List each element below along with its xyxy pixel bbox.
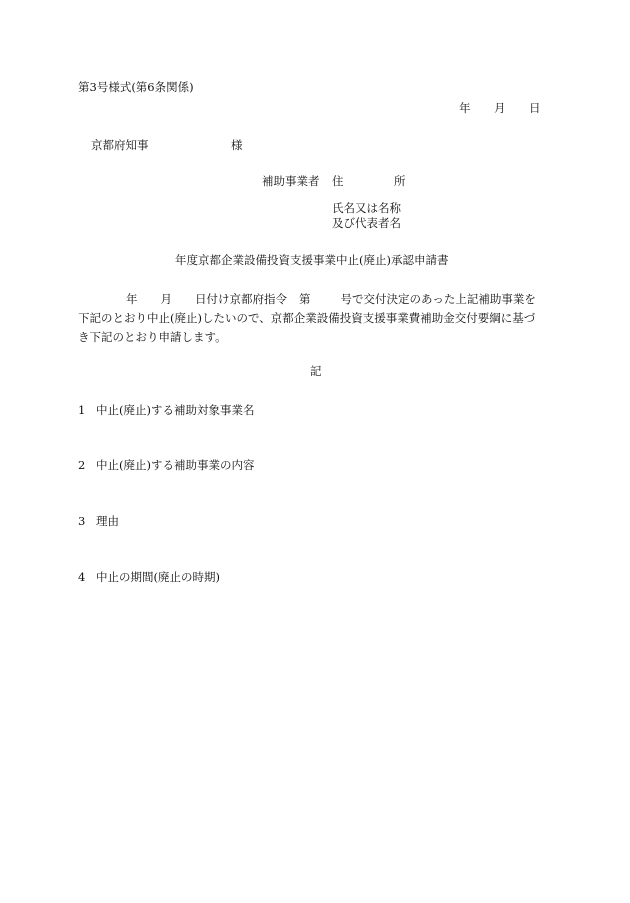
body-text-1: 号で交付決定のあった上記補助事業を	[340, 292, 536, 306]
body-paragraph	[78, 290, 554, 347]
item-2-number: 2	[78, 458, 86, 472]
item-2-label: 中止(廃止)する補助事業の内容	[96, 458, 255, 472]
item-3-number: 3	[78, 514, 86, 528]
item-4-number: 4	[78, 570, 86, 584]
document-title: 年度京都企業設備投資支援事業中止(廃止)承認申請書	[175, 253, 449, 267]
date-day-label: 日	[529, 101, 541, 115]
addressee-name: 京都府知事	[91, 138, 149, 152]
ki-heading: 記	[310, 364, 322, 378]
body-number-prefix: 第	[299, 292, 311, 306]
applicant-role: 補助事業者	[262, 174, 320, 188]
addressee-honorific: 様	[231, 138, 243, 152]
date-month-label: 月	[494, 101, 506, 115]
applicant-name-line-1: 氏名又は名称	[332, 201, 401, 215]
body-month: 月	[160, 292, 172, 306]
applicant-name-line-2: 及び代表者名	[332, 216, 401, 230]
body-line-2: 下記のとおり中止(廃止)したいので、京都企業設備投資支援事業費補助金交付要綱に基づ	[78, 311, 536, 325]
form-number: 第3号様式(第6条関係)	[78, 80, 194, 94]
applicant-address-label-2: 所	[394, 174, 406, 188]
item-3-label: 理由	[96, 514, 119, 528]
applicant-address-label-1: 住	[332, 174, 344, 188]
date-year-label: 年	[459, 101, 471, 115]
body-date-prefix: 日付け京都府指令	[195, 292, 287, 306]
body-line-1	[78, 290, 554, 309]
item-1-number: 1	[78, 403, 86, 417]
body-line-3: き下記のとおり申請します。	[78, 330, 227, 344]
item-1-label: 中止(廃止)する補助対象事業名	[96, 403, 255, 417]
item-4-label: 中止の期間(廃止の時期)	[96, 570, 220, 584]
body-year: 年	[126, 292, 138, 306]
